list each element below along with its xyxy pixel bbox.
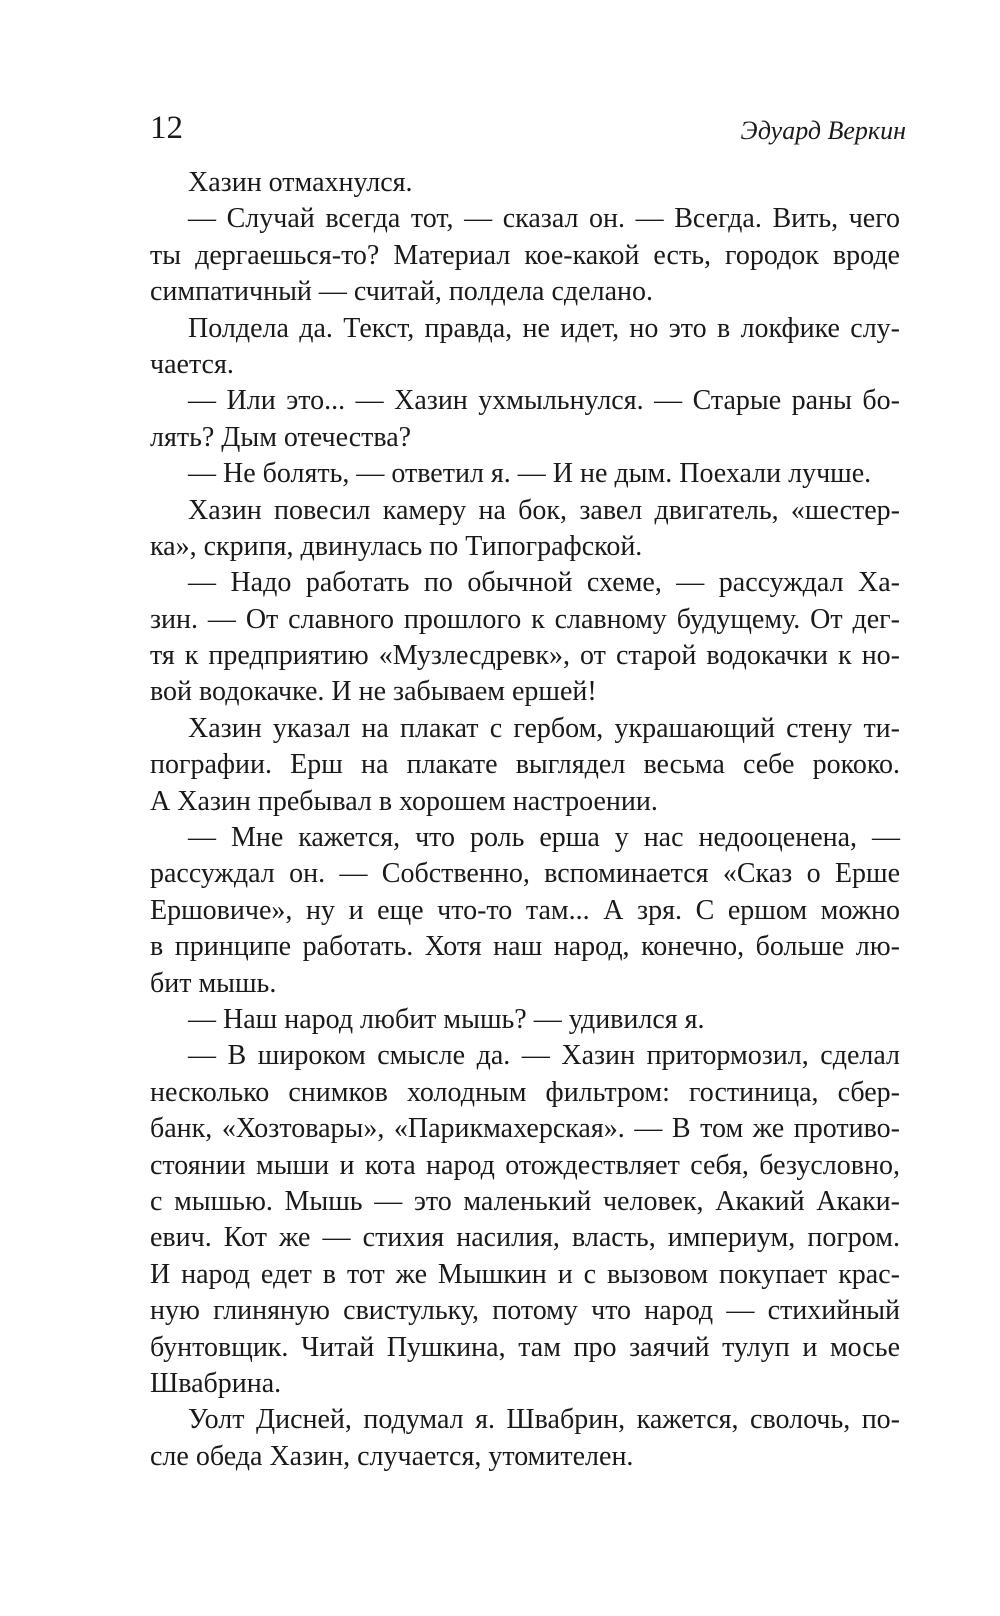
text-line: Хазин отмахнулся. [188,167,413,198]
text-line: с мышью. Мышь — это маленький человек, Акакий Акаки- [150,1185,900,1217]
text-line: бунтовщик. Читай Пушкина, там про заячий тулуп и мосье [150,1331,900,1363]
text-line: евич. Кот же — стихия насилия, власть, империум, погром. [150,1222,900,1254]
page-number: 12 [150,110,183,146]
text-line: — Или это... — Хазин ухмыльнулся. — Старые раны бо- [188,385,900,417]
body-text [150,165,900,1475]
text-line: ка», скрипя, двинулась по Типографской. [150,530,643,562]
text-line: — Случай всегда тот, — сказал он. — Всегда. Вить, чего [188,203,900,235]
text-line: Полдела да. Текст, правда, не идет, но это в локфике слу- [188,312,900,344]
text-line: — Не болять, — ответил я. — И не дым. Поехали лучше. [188,458,872,490]
text-line: зин. — От славного прошлого к славному будущему. От дег- [150,603,900,635]
running-head-author: Эдуард Веркин [740,116,906,145]
text-line: Ершовиче», ну и еще что-то там... А зря. С ершом можно [150,894,900,926]
text-line: Хазин повесил камеру на бок, завел двигатель, «шестер- [188,494,900,526]
text-line: в принципе работать. Хотя наш народ, конечно, больше лю- [150,931,900,963]
text-line: пографии. Ерш на плакате выглядел весьма себе рококо. [150,749,900,781]
text-line: симпатичный — считай, полдела сделано. [150,276,653,308]
text-line: вой водокачке. И не забываем ершей! [150,676,597,708]
text-line: лять? Дым отечества? [150,421,412,453]
text-line: Уолт Дисней, подумал я. Швабрин, кажется, сволочь, по- [188,1404,900,1436]
text-line: ты дергаешься-то? Материал кое-какой есть, городок вроде [150,239,900,271]
text-line: — Мне кажется, что роль ерша у нас недооценена, — [188,822,900,854]
text-line: ную глиняную свистульку, потому что народ — стихийный [150,1295,900,1327]
text-line: Хазин указал на плакат с гербом, украшающий стену ти- [188,712,900,744]
text-line: бит мышь. [150,967,277,999]
text-line: сле обеда Хазин, случается, утомителен. [150,1440,634,1472]
text-line: стоянии мыши и кота народ отождествляет себя, безусловно, [150,1149,900,1181]
text-line: рассуждал он. — Собственно, вспоминается «Сказ о Ерше [150,858,900,890]
text-line: И народ едет в тот же Мышкин и с вызовом покупает крас- [150,1258,900,1290]
text-line: чается. [150,348,234,380]
text-line: — Наш народ любит мышь? — удивился я. [188,1003,705,1035]
text-line: — Надо работать по обычной схеме, — рассуждал Ха- [188,567,900,599]
text-line: несколько снимков холодным фильтром: гостиница, сбер- [150,1076,900,1108]
text-line: А Хазин пребывал в хорошем настроении. [150,785,658,817]
page-header [150,108,906,158]
text-line: — В широком смысле да. — Хазин притормозил, сделал [188,1040,900,1072]
text-line: банк, «Хозтовары», «Парикмахерская». — В том же противо- [150,1113,900,1145]
text-line: тя к предприятию «Музлесдревк», от старой водокачки к но- [150,640,900,672]
text-line: Швабрина. [150,1367,282,1399]
